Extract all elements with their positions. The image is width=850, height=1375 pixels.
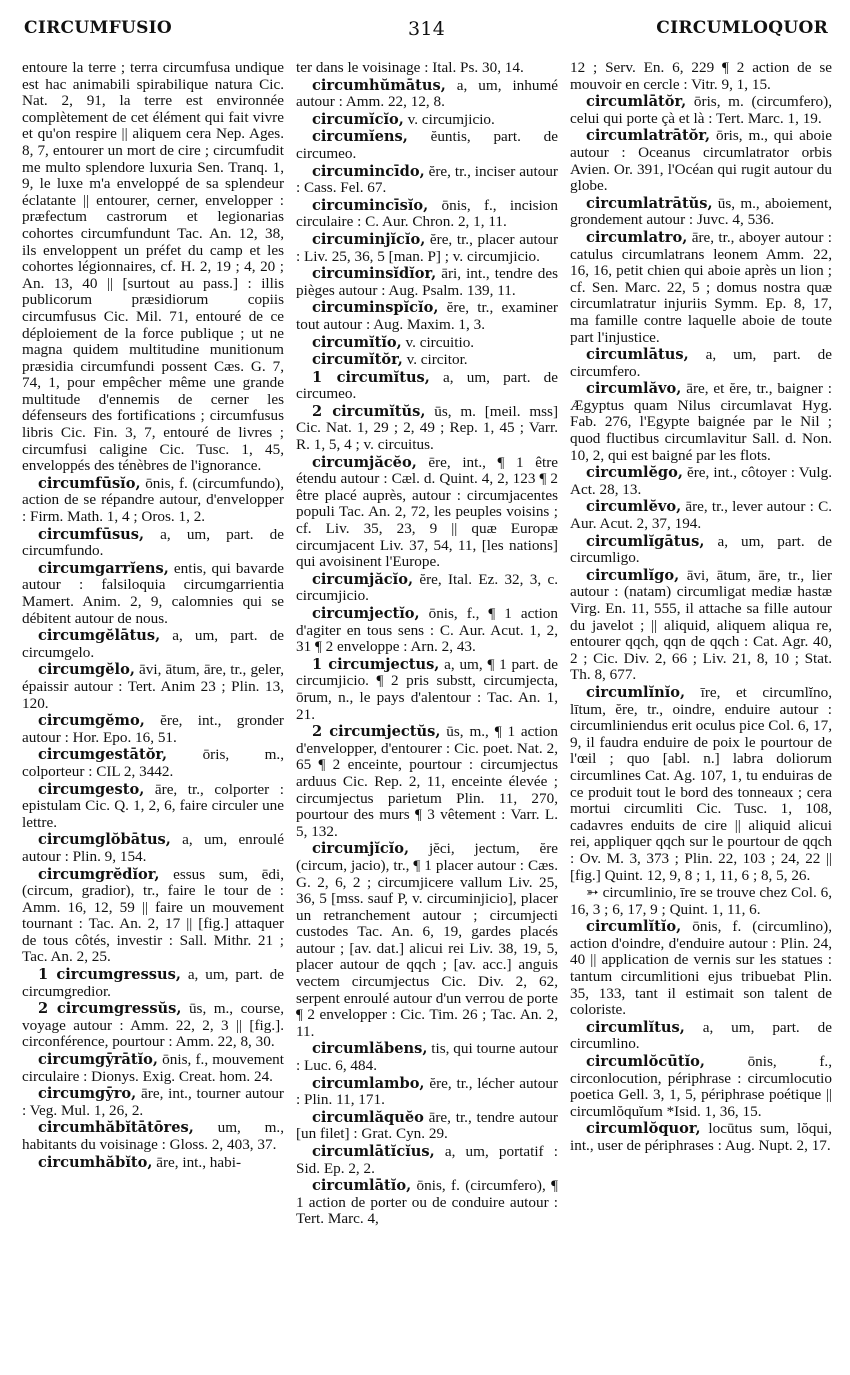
dictionary-entry <box>570 1121 832 1154</box>
entry-definition: entis, qui bavarde autour : falsiloquia circumgarrientia Mamert. Anim. 2, 9, calomnies qui se débitent autour de nous. <box>22 559 284 627</box>
dictionary-entry <box>22 1155 284 1172</box>
headword: circumfūsus, <box>38 525 145 543</box>
headword: 2 circumjectŭs, <box>312 723 441 741</box>
headword: circumfūsĭo, <box>38 474 141 492</box>
entry-definition: ĕre, int., côtoyer : Vulg. Act. 28, 13. <box>570 464 832 498</box>
dictionary-entry <box>570 919 832 1019</box>
entry-definition: essus sum, ēdi, (circum, gradior), tr., faire le tour de : Amm. 16, 12, 59 || faire un mouvement tournant : Tac. An. 2, 17 || [fig.] attaquer de tous côtés, investir : Sall. Mithr. 21 ; Tac. An. 2, 25. <box>22 865 284 966</box>
entry-definition: a, um, part. de circumgelo. <box>22 627 284 661</box>
entry-definition: a, um, portatif : Sid. Ep. 2, 2. <box>296 1143 558 1177</box>
entry-definition: 12 ; Serv. En. 6, 229 ¶ 2 action de se mouvoir en cercle : Vitr. 9, 1, 15. <box>570 60 832 93</box>
headword: circumlăquĕo <box>312 1108 424 1126</box>
headword: circumgestātŏr, <box>38 746 168 764</box>
dictionary-entry <box>22 832 284 865</box>
dictionary-entry <box>296 455 558 571</box>
entry-definition: a, um, part. de circumlino. <box>570 1018 832 1053</box>
dictionary-entry <box>296 129 558 162</box>
headword: circumlĭgo, <box>586 566 680 584</box>
headword: circumlĭgātus, <box>586 532 705 550</box>
dictionary-entry <box>570 534 832 567</box>
headword: circumhŭmātus, <box>312 76 446 94</box>
dictionary-entry <box>296 572 558 605</box>
dictionary-entry <box>22 747 284 780</box>
entry-definition: a, um, ¶ 1 part. de circumjicio. ¶ 2 pris substt, circumjecta, ōrum, n., le pays d'alentour : Tac. An. 1, 21. <box>296 655 558 723</box>
column-1 <box>22 60 284 1365</box>
headword: 1 circumjectus, <box>312 655 440 673</box>
entry-definition: ōnis, f., mouvement circulaire : Dionys. Exig. Creat. hom. 24. <box>22 1051 284 1085</box>
headword: circumlĭnĭo, <box>586 683 686 701</box>
dictionary-entry <box>22 628 284 661</box>
running-head-right: CIRCUMLOQUOR <box>656 18 828 38</box>
dictionary-entry <box>296 1110 558 1143</box>
entry-definition: ōris, m., qui aboie autour : Oceanus circumlatrator orbis Avien. Or. 391, l'Océan qui rugit autour du globe. <box>570 127 832 195</box>
entry-definition: āre, int., habi- <box>152 1153 241 1171</box>
dictionary-entry <box>296 300 558 333</box>
dictionary-entry <box>296 1144 558 1177</box>
dictionary-entry <box>296 335 558 352</box>
column-2 <box>296 60 558 1365</box>
column-3 <box>570 60 832 1365</box>
entry-definition: locūtus sum, lŏqui, int., user de périphrases : Aug. Nupt. 2, 17. <box>570 1120 832 1154</box>
dictionary-entry <box>296 112 558 129</box>
dictionary-entry <box>296 78 558 111</box>
headword: circumlĕvo, <box>586 498 682 516</box>
dictionary-entry <box>22 1052 284 1085</box>
dictionary-entry <box>570 128 832 194</box>
headword: circumlŏquor, <box>586 1120 701 1138</box>
dictionary-entry <box>570 347 832 380</box>
headword: 2 circumgressŭs, <box>38 1000 182 1018</box>
headword: circumgĕlātus, <box>38 627 161 645</box>
headword: circumlambo, <box>312 1074 425 1092</box>
entry-definition: jĕci, jectum, ĕre (circum, jacio), tr., ¶ 1 placer autour : Cæs. G. 2, 6, 2 ; circumjicere vallum Liv. 25, 36, 5 [mss. sauf P, v. circuminjicio], placer un retranchement autour ; circumjecti custodes Tac. An. 6, 19, gardes placés autour ; [av. dat.] alicui rei Liv. 38, 19, 5, placer autour de qqch ; [av. acc.] anguis vectem circumjectus Cic. Div. 2, 62, serpent enroulé autour d'un verrou de porte ¶ 2 envelopper : Cic. Tim. 26 ; Tac. An. 2, 11. <box>296 840 558 1040</box>
headword: circumjectĭo, <box>312 605 420 622</box>
headword: circumjăcĕo, <box>312 453 417 471</box>
headword: circumlĕgo, <box>586 464 683 482</box>
entry-definition: a, um, part. de circumligo. <box>570 532 832 567</box>
headword: circumlātĭo, <box>312 1177 412 1195</box>
dictionary-entry <box>570 230 832 346</box>
dictionary-entry <box>570 499 832 532</box>
dictionary-entry <box>570 381 832 464</box>
headword: circumgĕmo, <box>38 712 145 730</box>
dictionary-entry <box>296 724 558 840</box>
entry-definition: ĕre, tr., inciser autour : Cass. Fel. 67. <box>296 162 558 197</box>
headword: circumincīdo, <box>312 162 425 180</box>
dictionary-entry <box>296 1178 558 1228</box>
headword: circumhăbĭtātōres, <box>38 1119 194 1137</box>
running-head-left: CIRCUMFUSIO <box>24 18 173 38</box>
dictionary-entry <box>296 1076 558 1109</box>
entry-definition: v. circitor. <box>402 351 468 369</box>
headword: circumĭtŏr, <box>312 351 403 369</box>
dictionary-entry <box>22 782 284 832</box>
headword: 1 circumgressus, <box>38 966 181 984</box>
entry-definition: entoure la terre ; terra circumfusa undique est hac animabili spirabilique natura Cic. Nat. 2, 91, la terre est environnée complètement de cet élément qui fait vivre et qu'on respire || aliquem cera Nep. Ages. 8, 7, entourer un mort de cire ; circumfudit me multo splendore luxuria Sen. Tranq. 1, 9, le luxe m'a enveloppé de sa splendeur éclatante || entourer, cerner, envelopper : præfectum castrorum et legionarias cohortes circumfundunt Tac. An. 12, 38, ils enveloppent un préfet du camp et les cohortes légionnaires, cf. H. 2, 19 ; 4, 20 ; An. 13, 40 || [surtout au pass.] : illis publicorum præsidiorum copiis circumfusus Cic. Mil. 71, entouré de ce déploiement de la force publique ; ut ne magna quidem multitudine munitionum præsidia circumfundi possent Cæs. G. 7, 74, 1, pour empêcher même une grande multitude d'ennemis de cerner les défenseurs des fortifications ; circumfusus libris Cic. Fin. 3, 7, entouré de livres ; circumfusi caligine Cic. Tusc. 1, 45, enveloppés des ténèbres de l'ignorance. <box>22 60 284 475</box>
entry-definition: ĕre, int., gronder autour : Hor. Epo. 16, 51. <box>22 712 284 746</box>
headword: circumlātĭcĭus, <box>312 1143 435 1160</box>
headword: circumjĭcĭo, <box>312 840 410 858</box>
headword: circumĭcĭo, <box>312 110 404 128</box>
headword: circuminsĭdĭor, <box>312 265 437 283</box>
headword: circumhăbĭto, <box>38 1153 153 1171</box>
headword: circumlatrātŏr, <box>586 127 711 145</box>
page-header <box>0 18 850 44</box>
dictionary-entry <box>296 404 558 454</box>
dictionary-entry <box>296 352 558 369</box>
entry-definition: āvi, ātum, āre, tr., lier autour : (natam) circumligat mediæ hastæ Virg. En. 11, 555, il attache sa fille autour du javelot ; || aliquid, aliquem aliqua re, entourer qqch, qqn de qqch : Cat. Agr. 40, 2 ; Cic. Div. 2, 66 ; Liv. 21, 8, 10 ; Stat. Th. 8, 677. <box>570 566 832 684</box>
entry-definition: um, m., habitants du voisinage : Gloss. 2, 403, 37. <box>22 1119 284 1153</box>
entry-definition: ēre, int., ¶ 1 être étendu autour : Cæl. d. Quint. 4, 2, 123 ¶ 2 être placé auprès, autour : circumjacentes populi Tac. An. 2, 72, les peuples voisins ; cf. Liv. 35, 23, 9 || quæ Europæ circumjacent Liv. 37, 54, 11, [les nations] qui avoisinent l'Europe. <box>296 453 558 571</box>
dictionary-entry <box>296 606 558 656</box>
entry-definition: ūs, m., ¶ 1 action d'envelopper, d'entourer : Cic. poet. Nat. 2, 65 ¶ 2 enceinte, pourtour : circumjectus arduus Cic. Rep. 2, 11, enceinte élevée ; circumjectus parietum Plin. 11, 270, pourtour des murs ¶ 3 vêtement : Varr. L. 5, 132. <box>296 723 558 840</box>
headword: circuminjĭcĭo, <box>312 230 426 248</box>
dictionary-entry <box>22 527 284 560</box>
dictionary-entry <box>296 198 558 231</box>
dictionary-entry <box>22 967 284 1000</box>
dictionary-entry <box>296 657 558 723</box>
entry-definition: ĕre, tr., placer autour : Liv. 25, 36, 5 [man. P] ; v. circumjicio. <box>296 230 558 265</box>
entry-definition: a, um, part. de circumfundo. <box>22 525 284 560</box>
headword: circumlatro, <box>586 228 688 246</box>
dictionary-entry <box>570 60 832 93</box>
entry-definition: ōnis, f., ¶ 1 action d'agiter en tous sens : C. Aur. Acut. 1, 2, 31 ¶ 2 enveloppe : Arn. 2, 43. <box>296 605 558 656</box>
dictionary-entry <box>296 266 558 299</box>
dictionary-entry <box>296 232 558 265</box>
dictionary-entry <box>296 841 558 1040</box>
entry-definition: āre, tr., tendre autour [un filet] : Grat. Cyn. 29. <box>296 1108 558 1143</box>
entry-definition: āre, et ĕre, tr., baigner : Ægyptus quam Nilus circumlavat Hyg. Fab. 276, l'Egypte baignée par le Nil ; quod fluctibus circumlavitur Sall. d. Non. 10, 2, qui est baigné par les flots. <box>570 380 832 464</box>
entry-definition: ūs, m. [meil. mss] Cic. Nat. 1, 29 ; 2, 49 ; Rep. 1, 45 ; Varr. R. 1, 5, 4 ; v. circuitus. <box>296 402 558 454</box>
dictionary-entry <box>570 685 832 884</box>
headword: circumĭtĭo, <box>312 333 402 351</box>
dictionary-entry <box>570 1054 832 1120</box>
dictionary-entry <box>22 60 284 475</box>
headword: circumlŏcūtĭo, <box>586 1053 705 1071</box>
entry-definition: ōnis, f., circonlocution, périphrase : circumlocutio poetica Gell. 3, 1, 5, périphrase poétique || circumlŏquĭum *Isid. 1, 36, 15. <box>570 1053 832 1120</box>
headword: circumgesto, <box>38 780 145 798</box>
entry-definition: ōnis, f. (circumfundo), action de se répandre autour, d'envelopper : Firm. Math. 1, 4 ; Oros. 1, 2. <box>22 474 284 526</box>
entry-definition: ➳ circumlinio, īre se trouve chez Col. 6, 16, 3 ; 6, 17, 9 ; Quint. 1, 11, 6. <box>570 884 832 918</box>
dictionary-entry <box>570 1020 832 1053</box>
entry-definition: v. circumjicio. <box>403 110 495 128</box>
page-number: 314 <box>408 18 446 40</box>
dictionary-entry <box>570 465 832 498</box>
entry-definition: v. circuitio. <box>401 333 475 351</box>
entry-definition: a, um, inhumé autour : Amm. 22, 12, 8. <box>296 76 558 111</box>
headword: circumjăcĭo, <box>312 570 414 588</box>
headword: circuminspĭcĭo, <box>312 299 439 317</box>
entry-definition: ūs, m., course, voyage autour : Amm. 22, 2, 3 || [fig.]. circonférence, pourtour : Amm. 22, 8, 30. <box>22 1000 284 1051</box>
dictionary-entry <box>570 568 832 684</box>
entry-definition: āre, tr., colporter : epistulam Cic. Q. 1, 2, 6, faire circuler une lettre. <box>22 780 284 831</box>
headword: circumlăvo, <box>586 380 682 398</box>
headword: circumlĭtĭo, <box>586 918 682 936</box>
dictionary-entry <box>570 885 832 918</box>
dictionary-entry <box>22 1086 284 1119</box>
entry-definition: āvi, ātum, āre, tr., geler, épaissir autour : Tert. Anim 23 ; Plin. 13, 120. <box>22 661 284 712</box>
entry-definition: ĕre, Ital. Ez. 32, 3, c. circumjicio. <box>296 570 558 605</box>
entry-definition: ĕuntis, part. de circumeo. <box>296 128 558 162</box>
entry-definition: ĕre, tr., lécher autour : Plin. 11, 171. <box>296 1074 558 1109</box>
headword: circumlatrātŭs, <box>586 194 713 212</box>
headword: circumincīsĭo, <box>312 196 429 214</box>
dictionary-entry <box>22 1120 284 1153</box>
headword: circumgĕlo, <box>38 661 135 679</box>
headword: circumgȳrātĭo, <box>38 1051 158 1069</box>
headword: circumlăbens, <box>312 1040 428 1058</box>
headword: circumlātŏr, <box>586 93 687 111</box>
entry-definition: ōris, m., colporteur : CIL 2, 3442. <box>22 746 284 780</box>
dictionary-entry <box>296 164 558 197</box>
entry-definition: āri, int., tendre des pièges autour : Aug. Psalm. 139, 11. <box>296 265 558 299</box>
entry-definition: āre, tr., aboyer autour : catulus circumlatrans leonem Amm. 22, 16, 16, petit chien qui aboie après un lion ; cf. Sen. Marc. 22, 5 ; domus nostra quæ circumlatratur injuriis Symm. Ep. 8, 17, ma famille contre laquelle aboie de toute part l'injustice. <box>570 228 832 346</box>
entry-definition: ter dans le voisinage : Ital. Ps. 30, 14. <box>296 60 524 76</box>
headword: 2 circumĭtŭs, <box>312 402 426 420</box>
entry-definition: īre, et circumlĭno, lītum, ĕre, tr., oindre, enduire autour : circumliniendus erit oculus pice Col. 6, 17, 9, il faudra enduire de poix le pourtour de l'œil ; quo [abl. n.] labra doliorum circumlines Cat. Ag. 107, 1, tu enduiras de ce produit tout le bord des tonneaux ; cera mortui circumliti Cic. Tusc. 1, 108, cadavres enduits de cire || aliquid alicui rei, appliquer qqch sur le pourtour de qqch : Ov. M. 3, 373 ; Plin. 22, 103 ; 24, 22 || [fig.] Quint. 12, 9, 8 ; 1, 11, 6 ; 8, 5, 26. <box>570 683 832 884</box>
entry-definition: ōnis, f. (circumfero), ¶ 1 action de porter ou de conduire autour : Tert. Marc. 4, <box>296 1177 558 1228</box>
entry-definition: tis, qui tourne autour : Luc. 6, 484. <box>296 1040 558 1075</box>
headword: 1 circumĭtus, <box>312 368 430 386</box>
entry-definition: a, um, part. de circumgredior. <box>22 966 284 1000</box>
dictionary-entry <box>22 1001 284 1051</box>
dictionary-entry <box>570 196 832 229</box>
dictionary-entry <box>22 713 284 746</box>
entry-definition: ūs, m., aboiement, grondement autour : Juvc. 4, 536. <box>570 194 832 229</box>
dictionary-entry <box>296 1041 558 1074</box>
dictionary-entry <box>22 662 284 712</box>
headword: circumgarrĭens, <box>38 559 169 577</box>
headword: circumglŏbātus, <box>38 831 171 849</box>
headword: circumgȳro, <box>38 1085 137 1103</box>
headword: circumlātus, <box>586 346 689 364</box>
dictionary-entry <box>570 94 832 127</box>
dictionary-entry <box>22 867 284 967</box>
dictionary-entry <box>22 476 284 526</box>
entry-definition: āre, tr., lever autour : C. Aur. Acut. 2, 37, 194. <box>570 498 832 533</box>
entry-definition: ĕre, tr., examiner tout autour : Aug. Maxim. 1, 3. <box>296 299 558 333</box>
entry-definition: a, um, enroulé autour : Plin. 9, 154. <box>22 831 284 865</box>
entry-definition: āre, int., tourner autour : Veg. Mul. 1, 26, 2. <box>22 1085 284 1119</box>
entry-definition: ōnis, f., incision circulaire : C. Aur. Chron. 2, 1, 11. <box>296 196 558 231</box>
dictionary-entry <box>296 370 558 403</box>
headword: circumlĭtus, <box>586 1018 685 1036</box>
headword: circumĭens, <box>312 128 408 146</box>
entry-definition: a, um, part. de circumeo. <box>296 368 558 403</box>
entry-definition: ōnis, f. (circumlino), action d'oindre, d'enduire autour : Plin. 24, 40 || application de vernis sur les statues : tantum circumlitioni ejus tribuebat Plin. 35, 133, tant il estimait son talent de coloriste. <box>570 918 832 1019</box>
dictionary-entry <box>296 60 558 77</box>
entry-definition: ōris, m. (circumfero), celui qui porte çà et là : Tert. Marc. 1, 19. <box>570 93 832 127</box>
entry-definition: a, um, part. de circumfero. <box>570 346 832 380</box>
headword: circumgrĕdĭor, <box>38 865 160 883</box>
dictionary-entry <box>22 561 284 627</box>
